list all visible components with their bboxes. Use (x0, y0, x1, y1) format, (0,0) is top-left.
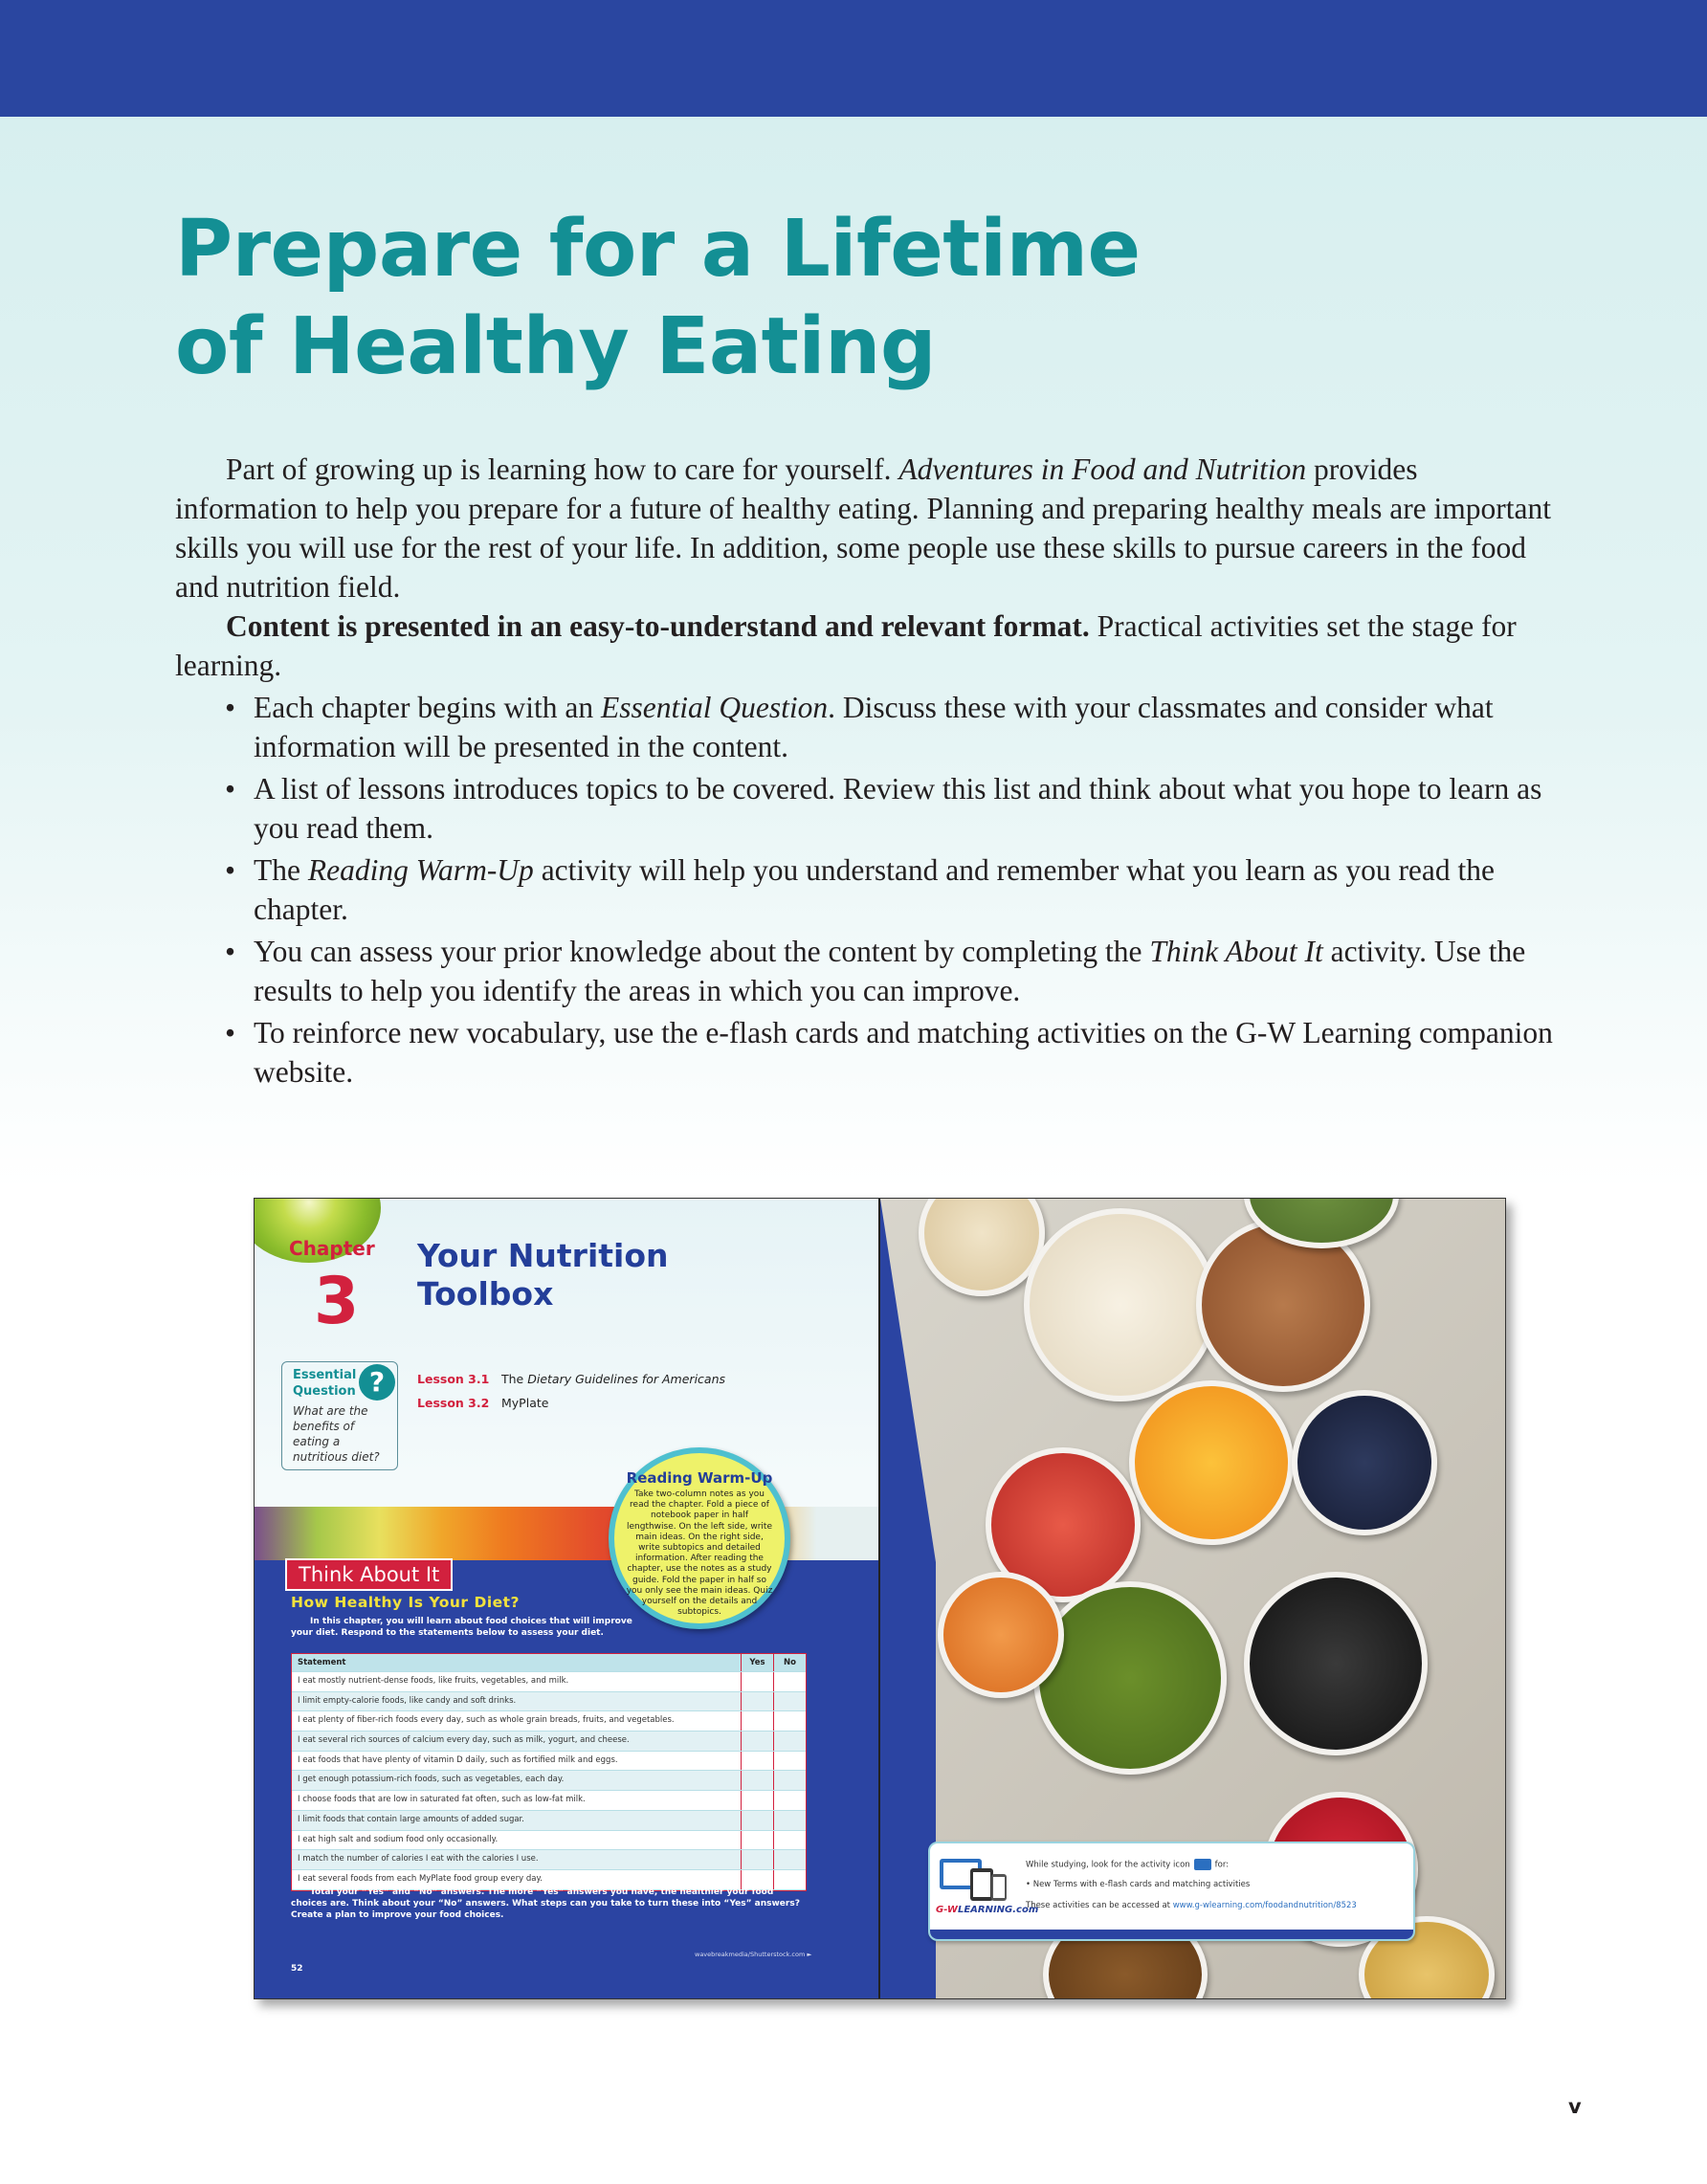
table-row (292, 1711, 806, 1732)
white-bean-bowl (1024, 1208, 1217, 1401)
table-row (292, 1672, 806, 1692)
list-item (225, 688, 1563, 766)
table-row (292, 1771, 806, 1791)
activity-icon (1194, 1859, 1211, 1870)
chapter-label: Chapter (289, 1237, 375, 1260)
chapter-number: 3 (314, 1264, 360, 1339)
bullet-text: A list of lessons introduces topics to be covered. Review this list and think about what you hope to learn as you read them. (254, 772, 1542, 845)
callout-text: for: (1214, 1860, 1230, 1870)
no-cell (774, 1791, 806, 1810)
callout-text: These activities can be accessed at (1026, 1901, 1173, 1910)
bullet-emphasis: Reading Warm-Up (307, 853, 534, 887)
bullet-icon: • (225, 935, 236, 968)
bullet-text: . Discuss these with your classmates and consider what information will be presented in the content. (254, 691, 1494, 763)
callout-line-3 (1026, 1901, 1357, 1910)
black-bean-bowl (1244, 1572, 1428, 1755)
statement-cell: I limit empty-calorie foods, like candy and soft drinks. (292, 1692, 742, 1711)
list-item (225, 850, 1563, 929)
essential-question-text: What are the benefits of eating a nutritious diet? (293, 1404, 380, 1464)
g-w-learning-callout (928, 1842, 1415, 1941)
yes-cell (742, 1752, 774, 1771)
lesson-title-emphasis: Dietary Guidelines for Americans (527, 1372, 726, 1386)
body-text (175, 450, 1563, 1092)
table-row (292, 1811, 806, 1831)
page-folio: v (1568, 2095, 1582, 2118)
no-cell (774, 1752, 806, 1771)
statement-cell: I eat several foods from each MyPlate food group every day. (292, 1870, 742, 1889)
statement-cell: I eat high salt and sodium food only occasionally. (292, 1831, 742, 1850)
question-icon: ? (359, 1364, 395, 1401)
statement-cell: I match the number of calories I eat with the calories I use. (292, 1850, 742, 1869)
header-yes: Yes (742, 1654, 774, 1671)
list-item (225, 1013, 1563, 1092)
devices-icon (938, 1853, 1014, 1910)
think-about-it-title: Think About It (285, 1558, 453, 1591)
bullet-icon: • (225, 1016, 236, 1049)
lesson-title: MyPlate (501, 1396, 549, 1410)
bullet-emphasis: Think About It (1149, 935, 1323, 968)
lesson-number: Lesson 3.1 (417, 1372, 490, 1386)
bullet-text: To reinforce new vocabulary, use the e-flash cards and matching activities on the G-W Learning companion website. (254, 1016, 1553, 1089)
bullet-icon: • (225, 691, 236, 724)
orange-slices-bowl (1129, 1380, 1294, 1545)
diet-assessment-table (291, 1653, 807, 1891)
photo-credit: wavebreakmedia/Shutterstock.com ► (695, 1951, 812, 1958)
lesson-item (417, 1367, 725, 1391)
top-color-band (0, 0, 1707, 117)
yes-cell (742, 1831, 774, 1850)
bullet-emphasis: Essential Question (601, 691, 829, 724)
statement-cell: I eat foods that have plenty of vitamin D daily, such as fortified milk and eggs. (292, 1752, 742, 1771)
yes-cell (742, 1692, 774, 1711)
bullet-text: activity. Use the results to help you identify the areas in which you can improve. (254, 935, 1526, 1007)
bullet-icon: • (225, 853, 236, 887)
lesson-number: Lesson 3.2 (417, 1396, 490, 1410)
statement-cell: I get enough potassium-rich foods, such as vegetables, each day. (292, 1771, 742, 1790)
header-statement: Statement (292, 1654, 742, 1671)
title-line-2: of Healthy Eating (175, 301, 937, 392)
no-cell (774, 1732, 806, 1751)
lesson-item (417, 1391, 725, 1415)
title-line-1: Prepare for a Lifetime (175, 204, 1141, 295)
lesson-title: The (501, 1372, 528, 1386)
bullet-text: You can assess your prior knowledge about the content by completing the (254, 935, 1150, 968)
essential-question-heading: Essential Question (293, 1368, 357, 1399)
table-row (292, 1732, 806, 1752)
no-cell (774, 1850, 806, 1869)
callout-line-1 (1026, 1859, 1229, 1870)
content-lead: Content is presented in an easy-to-understand and relevant format. (226, 609, 1090, 643)
logo-text-b: LEARNING.com (957, 1905, 1039, 1915)
statement-cell: I eat several rich sources of calcium every day, such as milk, yogurt, and cheese. (292, 1732, 742, 1751)
list-item (225, 769, 1563, 848)
feature-list (175, 688, 1563, 1092)
lesson-list (417, 1367, 725, 1415)
content-rest: Practical activities set the stage for learning. (175, 609, 1517, 682)
companion-website-link[interactable]: www.g-wlearning.com/foodandnutrition/8523 (1172, 1901, 1357, 1910)
no-cell (774, 1692, 806, 1711)
statement-cell: I eat plenty of fiber-rich foods every day, such as whole grain breads, fruits, and vegetables. (292, 1711, 742, 1731)
bullet-icon: • (225, 772, 236, 805)
no-cell (774, 1831, 806, 1850)
no-cell (774, 1672, 806, 1691)
callout-bottom-bar (930, 1930, 1413, 1939)
table-row (292, 1831, 806, 1851)
yes-cell (742, 1791, 774, 1810)
think-about-it-intro: In this chapter, you will learn about food choices that will improve your diet. Respond to the statements below to assess your diet. (291, 1617, 632, 1638)
book-title: Adventures in Food and Nutrition (898, 452, 1307, 486)
reading-warm-up-badge (609, 1447, 790, 1629)
bullet-text: The (254, 853, 308, 887)
statement-cell: I eat mostly nutrient-dense foods, like fruits, vegetables, and milk. (292, 1672, 742, 1691)
page-title (175, 201, 1515, 396)
yes-cell (742, 1811, 774, 1830)
sample-spread-figure (254, 1198, 1506, 1999)
header-no: No (784, 1658, 796, 1667)
callout-line-2: • New Terms with e-flash cards and matching activities (1026, 1880, 1251, 1889)
content-paragraph (175, 607, 1563, 685)
g-w-learning-logo (936, 1905, 1038, 1915)
warm-up-text: Take two-column notes as you read the chapter. Fold a piece of notebook paper in half lengthwise. On the left side, write main ideas. On the right side, write subtopics and detailed information. After reading the chapter, use the notes as a study guide. Fold the paper in half so you only see the main ideas. Quiz yourself on the details and subtopics. (626, 1489, 773, 1618)
no-cell (774, 1771, 806, 1790)
warm-up-title: Reading Warm-Up (626, 1469, 773, 1487)
table-row (292, 1850, 806, 1870)
table-row (292, 1791, 806, 1811)
chapter-title: Your Nutrition Toolbox (417, 1237, 669, 1313)
statement-cell: I choose foods that are low in saturated fat often, such as low-fat milk. (292, 1791, 742, 1810)
no-cell (774, 1811, 806, 1830)
callout-text: While studying, look for the activity icon (1026, 1860, 1190, 1870)
bullet-text: Each chapter begins with an (254, 691, 601, 724)
intro-paragraph (175, 450, 1563, 607)
sample-left-page (255, 1199, 879, 1998)
bullet-text: activity will help you understand and remember what you learn as you read the chapter. (254, 853, 1495, 926)
table-row (292, 1692, 806, 1712)
yes-cell (742, 1711, 774, 1731)
blueberry-bowl (1292, 1390, 1437, 1535)
logo-text-a: G-W (936, 1905, 958, 1915)
yes-cell (742, 1850, 774, 1869)
statement-cell: I limit foods that contain large amounts of added sugar. (292, 1811, 742, 1830)
sample-page-number: 52 (291, 1964, 303, 1974)
list-item (225, 932, 1563, 1010)
intro-text-a: Part of growing up is learning how to care for yourself. (226, 452, 899, 486)
yes-cell (742, 1672, 774, 1691)
table-header-row (292, 1654, 806, 1672)
sample-right-page (880, 1199, 1505, 1998)
table-row (292, 1752, 806, 1772)
yes-cell (742, 1771, 774, 1790)
intro-text-b: provides information to help you prepare for a future of healthy eating. Planning and preparing healthy meals are important skills you will use for the rest of your life. In addition, some people use these skills to pursue careers in the food and nutrition field. (175, 452, 1552, 604)
yes-cell (742, 1732, 774, 1751)
think-about-it-subtitle: How Healthy Is Your Diet? (291, 1594, 521, 1611)
no-cell (774, 1711, 806, 1731)
mung-bean-bowl (1033, 1581, 1227, 1775)
think-about-it-outro: Total your “Yes” and “No” answers. The more “Yes” answers you have, the healthier your food choices are. Think about your “No” answers. What steps can you take to turn these into “Yes” answers? Create a plan to improve your food choices. (291, 1887, 800, 1920)
lentil-bowl (938, 1572, 1064, 1698)
